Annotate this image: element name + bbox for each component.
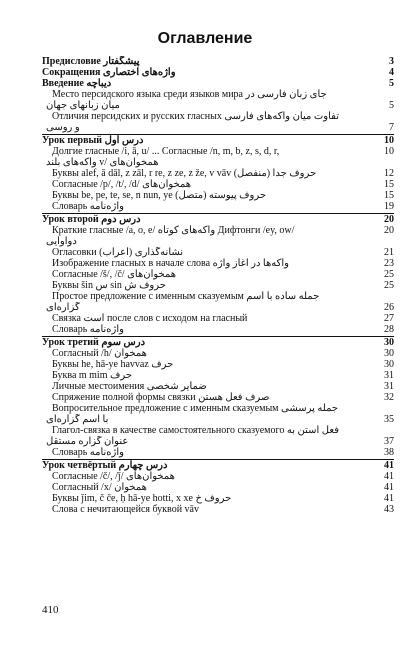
toc-entry-page: 10	[384, 135, 394, 146]
toc-entry-title: Огласовки نشانه‌گذاری (اعراب)	[52, 247, 184, 258]
toc-row	[42, 280, 394, 291]
toc-entry-page: 41	[384, 460, 394, 471]
toc-entry-title: Урок третий درس سوم	[42, 337, 146, 348]
toc-row	[42, 225, 394, 236]
toc-entry-page: 26	[384, 302, 394, 313]
toc-row	[42, 291, 394, 302]
toc-entry-title: Словарь واژه‌نامه	[52, 447, 124, 458]
toc-row	[42, 324, 394, 335]
toc-row	[42, 425, 394, 436]
toc-entry-title: Долгие гласные /i, ā, u/ ... Согласные /n, m, b, z, s, d, r,	[52, 146, 280, 157]
toc-entry-continuation: گزاره‌ای	[46, 302, 80, 313]
toc-entry-page: 30	[384, 337, 394, 348]
toc-row	[42, 78, 394, 89]
toc-entry-title: Краткие гласные /a, o, e/ واکه‌های کوتاه Дифтонги /ey, ow/	[52, 225, 295, 236]
toc-entry-title: Слова с нечитающейся буквой vāv	[52, 504, 199, 515]
toc-entry-title: Словарь واژه‌نامه	[52, 201, 124, 212]
toc-entry-title: Глагол-связка в качестве самостоятельного сказуемого فعل استن به	[52, 425, 339, 436]
toc-entry-page: 30	[384, 348, 394, 359]
toc-entry-page: 5	[389, 100, 394, 111]
page-number: 410	[42, 604, 59, 616]
toc-row	[42, 269, 394, 280]
toc-entry-title: Буквы he, hā-ye havvaz حرف	[52, 359, 174, 370]
toc-row	[42, 168, 394, 179]
toc-row	[42, 482, 394, 493]
toc-row	[42, 471, 394, 482]
toc-chapter-row	[42, 213, 394, 225]
toc-entry-continuation: و روسی	[46, 122, 80, 133]
toc-entry-title: Урок первый درس اول	[42, 135, 144, 146]
toc-row	[42, 247, 394, 258]
toc-entry-title: Словарь واژه‌نامه	[52, 324, 124, 335]
toc-entry-continuation: دوآوایی	[46, 236, 77, 247]
toc-entry-page: 23	[384, 258, 394, 269]
toc-entry-page: 25	[384, 269, 394, 280]
page-title: Оглавление	[157, 30, 253, 47]
toc-entry-continuation: واکه‌های بلند v/ همخوان‌های	[46, 157, 159, 168]
toc-row	[42, 157, 394, 168]
toc-row	[42, 403, 394, 414]
toc-entry-page: 30	[384, 359, 394, 370]
toc-entry-page: 10	[384, 146, 394, 157]
toc-entry-continuation: با اسم گزاره‌ای	[46, 414, 109, 425]
toc-entry-page: 3	[389, 56, 394, 67]
toc-entry-title: Согласные /č/, /ǰ/ همخوان‌های	[52, 471, 175, 482]
toc-entry-title: Простое предложение с именным сказуемым جمله ساده با اسم	[52, 291, 320, 302]
toc-entry-page: 19	[384, 201, 394, 212]
toc-entry-page: 28	[384, 324, 394, 335]
toc-entry-page: 25	[384, 280, 394, 291]
toc-chapter-row	[42, 459, 394, 471]
toc-entry-page: 4	[389, 67, 394, 78]
table-of-contents	[42, 56, 394, 515]
toc-entry-title: Буква m mim حرف	[52, 370, 133, 381]
toc-entry-page: 37	[384, 436, 394, 447]
toc-entry-page: 7	[389, 122, 394, 133]
toc-row	[42, 100, 394, 111]
toc-row	[42, 236, 394, 247]
toc-entry-title: Буквы be, pe, te, se, n nun, ye حروف پیوسته (متصل)	[52, 190, 267, 201]
toc-entry-title: Предисловие پیشگفتار	[42, 56, 140, 67]
toc-row	[42, 392, 394, 403]
toc-entry-title: Согласные /š/, /č/ همخوان‌های	[52, 269, 177, 280]
toc-entry-page: 15	[384, 190, 394, 201]
toc-entry-title: Урок второй درس دوم	[42, 214, 141, 225]
toc-row	[42, 313, 394, 324]
toc-row	[42, 302, 394, 313]
toc-row	[42, 201, 394, 212]
toc-entry-page: 32	[384, 392, 394, 403]
toc-entry-page: 5	[389, 78, 394, 89]
toc-entry-title: Буквы alef, ā dāl, z zāl, r re, z ze, z že, v vāv حروف جدا (منفصل)	[52, 168, 317, 179]
toc-entry-continuation: میان زبانهای جهان	[46, 100, 120, 111]
toc-row	[42, 370, 394, 381]
toc-entry-title: Согласный /x/ همخوان	[52, 482, 147, 493]
toc-entry-title: Вопросительное предложение с именным сказуемым جمله پرسشی	[52, 403, 339, 414]
toc-entry-title: Согласный /h/ همخوان	[52, 348, 147, 359]
toc-entry-continuation: عنوان گزاره مستقل	[46, 436, 129, 447]
toc-entry-page: 41	[384, 471, 394, 482]
toc-entry-page: 31	[384, 381, 394, 392]
toc-entry-page: 41	[384, 493, 394, 504]
toc-row	[42, 111, 394, 122]
toc-entry-title: Сокращения واژه‌های اختصاری	[42, 67, 176, 78]
toc-entry-title: Урок четвёртый درس چهارم	[42, 460, 168, 471]
toc-row	[42, 258, 394, 269]
toc-row	[42, 122, 394, 133]
toc-entry-page: 20	[384, 214, 394, 225]
toc-entry-page: 35	[384, 414, 394, 425]
toc-row	[42, 447, 394, 458]
toc-entry-title: Введение دیباچه	[42, 78, 112, 89]
toc-entry-title: Связка است после слов с исходом на гласный	[52, 313, 248, 324]
toc-entry-page: 41	[384, 482, 394, 493]
toc-entry-page: 43	[384, 504, 394, 515]
toc-entry-title: Согласные /p/, /t/, /d/ همخوان‌های	[52, 179, 192, 190]
toc-row	[42, 146, 394, 157]
toc-entry-page: 21	[384, 247, 394, 258]
toc-row	[42, 89, 394, 100]
toc-row	[42, 381, 394, 392]
toc-entry-title: Личные местоимения ضمایر شخصی	[52, 381, 207, 392]
toc-row	[42, 414, 394, 425]
toc-row	[42, 67, 394, 78]
toc-row	[42, 436, 394, 447]
toc-entry-page: 27	[384, 313, 394, 324]
toc-entry-title: Спряжение полной формы связки صرف فعل هستن	[52, 392, 270, 403]
toc-row	[42, 348, 394, 359]
toc-entry-title: Буквы ǰim, č če, ḥ hā-ye hotti, x xe حروف خ	[52, 493, 232, 504]
toc-entry-page: 20	[384, 225, 394, 236]
toc-row	[42, 56, 394, 67]
toc-row	[42, 179, 394, 190]
toc-entry-page: 31	[384, 370, 394, 381]
toc-entry-page: 12	[384, 168, 394, 179]
toc-entry-title: Место персидского языка среди языков мира جای زبان فارسی در	[52, 89, 327, 100]
toc-chapter-row	[42, 336, 394, 348]
toc-row	[42, 493, 394, 504]
toc-row	[42, 190, 394, 201]
toc-entry-page: 38	[384, 447, 394, 458]
toc-entry-title: Изображение гласных в начале слова واکه‌ها در آغاز واژه	[52, 258, 289, 269]
toc-entry-title: Отличия персидских и русских гласных تفاوت میان واکه‌های فارسی	[52, 111, 339, 122]
toc-entry-page: 15	[384, 179, 394, 190]
toc-entry-title: Буквы šin س sin حروف ش	[52, 280, 166, 291]
toc-chapter-row	[42, 134, 394, 146]
toc-row	[42, 504, 394, 515]
toc-row	[42, 359, 394, 370]
